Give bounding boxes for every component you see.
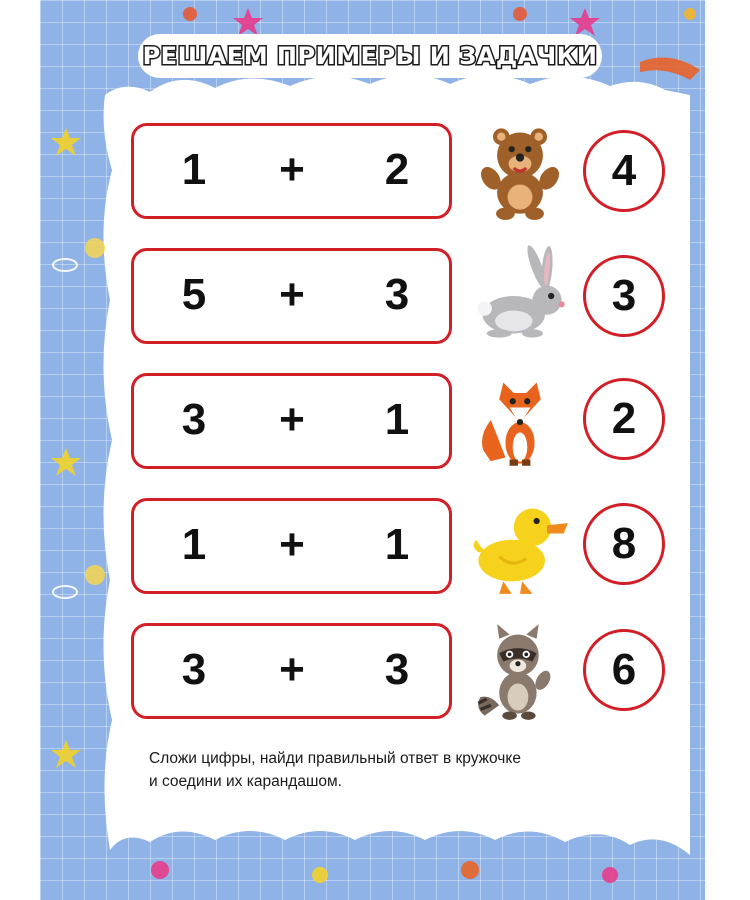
- instruction-text: [149, 747, 669, 793]
- addend-a: 5: [181, 270, 207, 319]
- problem-box: [131, 498, 452, 594]
- answer-number: 3: [611, 271, 637, 320]
- problem-box: [131, 123, 452, 219]
- addend-a: 3: [181, 645, 207, 694]
- answer-circle[interactable]: [583, 503, 665, 585]
- addend-b: 1: [384, 395, 410, 444]
- plus-sign: +: [279, 645, 305, 694]
- bear-icon: [468, 118, 572, 222]
- plus-sign: +: [279, 145, 305, 194]
- instruction-line-1: Сложи цифры, найди правильный ответ в кружочке: [149, 750, 521, 767]
- addend-b: 1: [384, 520, 410, 569]
- answer-circle[interactable]: [583, 130, 665, 212]
- answer-number: 4: [611, 146, 637, 195]
- problem-box: [131, 623, 452, 719]
- duckling-icon: [468, 494, 572, 598]
- addend-a: 1: [181, 520, 207, 569]
- answer-number: 6: [611, 645, 637, 694]
- answer-circle[interactable]: [583, 255, 665, 337]
- plus-sign: +: [279, 520, 305, 569]
- addend-b: 3: [384, 645, 410, 694]
- answer-circle[interactable]: [583, 378, 665, 460]
- instruction-line-2: и соедини их карандашом.: [149, 773, 342, 790]
- problem-box: [131, 373, 452, 469]
- fox-icon: [468, 368, 572, 472]
- raccoon-icon: [468, 620, 572, 724]
- addend-a: 3: [181, 395, 207, 444]
- answer-number: 2: [611, 394, 637, 443]
- addend-b: 3: [384, 270, 410, 319]
- page-title: РЕШАЕМ ПРИМЕРЫ И ЗАДАЧКИ: [142, 42, 598, 70]
- problem-box: [131, 248, 452, 344]
- addend-a: 1: [181, 145, 207, 194]
- rabbit-icon: [468, 244, 572, 348]
- plus-sign: +: [279, 270, 305, 319]
- answer-circle[interactable]: [583, 629, 665, 711]
- answer-number: 8: [611, 519, 637, 568]
- plus-sign: +: [279, 395, 305, 444]
- addend-b: 2: [384, 145, 410, 194]
- title-banner: [140, 36, 600, 76]
